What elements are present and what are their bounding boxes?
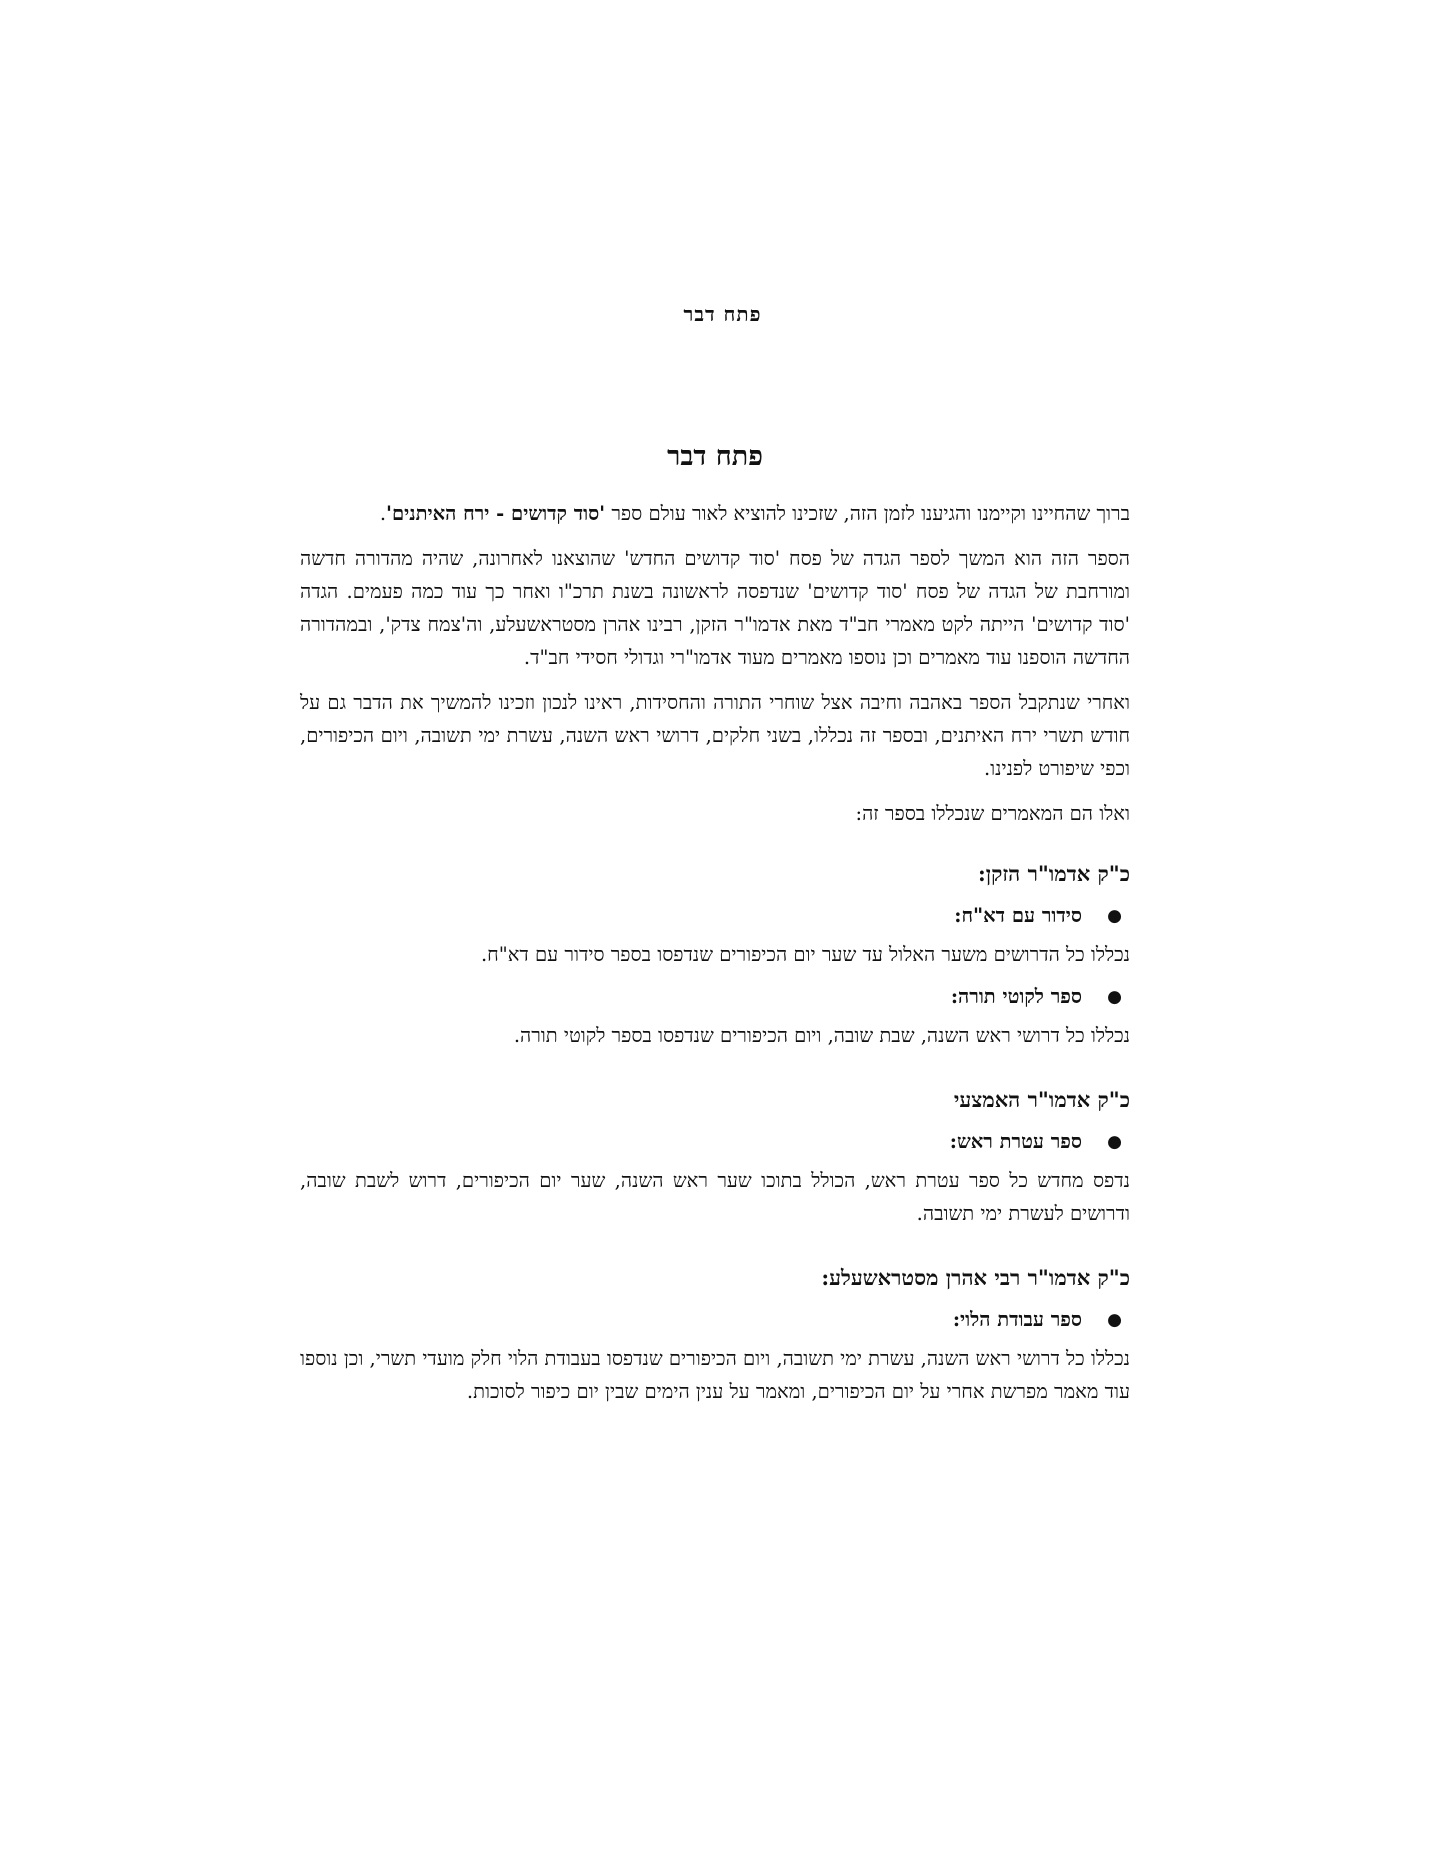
book-item [300,1124,1130,1160]
list-intro: ואלו הם המאמרים שנכללו בספר זה: [855,802,1130,825]
paragraph: הספר הזה הוא המשך לספר הגדה של פסח 'סוד קדושים החדש' שהוצאנו לאחרונה, שהיה מהדורה חדשה ומורחבת של הגדה של פסח 'סוד קדושים' שנדפסה לראשונה בשנת תרכ"ו ואחר כך עוד כמה פעמים. הגדה 'סוד קדושים' הייתה לקט מאמרי חב"ד מאת אדמו"ר הזקן, רבינו אהרן מסטראשעלע, וה'צמח צדק', ובמהדורה החדשה הוספנו עוד מאמרים וכן נוספו מאמרים מעוד אדמו"רי וגדולי חסידי חב"ד. [300,547,1130,669]
intro-end: . [379,502,387,525]
book-list [300,1124,1130,1160]
book-title: ספר עבודת הלוי: [952,1308,1082,1331]
section-heading: כ"ק אדמו"ר הזקן: [977,861,1130,886]
book-description: נכללו כל הדרושים משער האלול עד שער יום הכיפורים שנדפסו בספר סידור עם דא"ח. [480,943,1130,966]
book-list [300,1302,1130,1338]
bullet-icon: ● [1107,906,1122,926]
bullet-icon: ● [1107,1132,1122,1152]
book-item [300,898,1130,934]
document-body [300,437,1130,1416]
book-title-bold: 'סוד קדושים - ירח האיתנים' [386,502,606,525]
book-title: סידור עם דא"ח: [954,904,1082,927]
book-title: ספר עטרת ראש: [949,1130,1082,1153]
book-title: ספר לקוטי תורה: [950,985,1082,1008]
page-title: פתח דבר [667,441,763,472]
section-heading: כ"ק אדמו"ר רבי אהרן מסטראשעלע: [821,1265,1130,1290]
book-description: נדפס מחדש כל ספר עטרת ראש, הכולל בתוכו שער ראש השנה, שער יום הכיפורים, דרוש לשבת שובה, ודרושים לעשרת ימי תשובה. [300,1169,1130,1225]
intro-paragraph [300,497,1130,530]
book-description: נכללו כל דרושי ראש השנה, עשרת ימי תשובה, ויום הכיפורים שנדפסו בעבודת הלוי חלק מועדי תשרי, וכן נוספו עוד מאמר מפרשת אחרי על יום הכיפורים, ומאמר על ענין הימים שבין יום כיפור לסוכות. [300,1347,1130,1403]
book-list [300,979,1130,1015]
book-list [300,898,1130,934]
book-item [300,1302,1130,1338]
paragraph: ואחרי שנתקבל הספר באהבה וחיבה אצל שוחרי התורה והחסידות, ראינו לנכון וזכינו להמשיך את הדבר גם על חודש תשרי ירח האיתנים, ובספר זה נכללו, בשני חלקים, דרושי ראש השנה, עשרת ימי תשובה, ויום הכיפורים, וכפי שיפורט לפנינו. [300,691,1130,780]
bullet-icon: ● [1107,987,1122,1007]
section-heading: כ"ק אדמו"ר האמצעי [953,1087,1130,1112]
book-description: נכללו כל דרושי ראש השנה, שבת שובה, ויום הכיפורים שנדפסו בספר לקוטי תורה. [513,1024,1130,1047]
bullet-icon: ● [1107,1310,1122,1330]
intro-text: ברוך שהחיינו וקיימנו והגיענו לזמן הזה, שזכינו להוציא לאור עולם ספר [605,502,1130,525]
book-item [300,979,1130,1015]
running-header: פתח דבר [683,302,762,326]
